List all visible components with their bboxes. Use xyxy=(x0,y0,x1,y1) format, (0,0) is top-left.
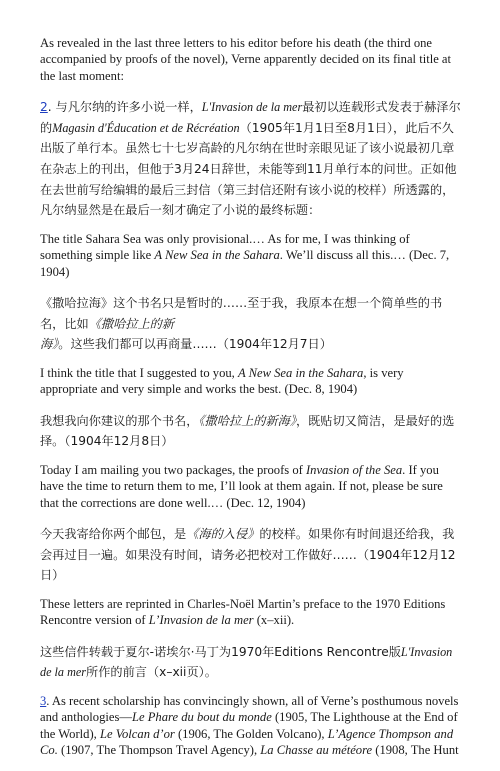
letter-2-en-b: , is very appropriate and very simple and works the best. (Dec. 8, 1904) xyxy=(40,365,404,397)
letter-2-zh-b: ，既贴切又简洁，是最好的选择。（1904年12月8日） xyxy=(40,413,455,449)
letter-2-english xyxy=(40,365,464,398)
letter-3-zh-a: 今天我寄给你两个邮包，是 xyxy=(40,527,187,541)
reprint-en-title: L’Invasion de la mer xyxy=(148,613,254,628)
letter-3-en-b: . If you have the time to return them to me, I’ll look at them again. If not, please be sure that the corrections are done well.… (Dec. 12, 1904) xyxy=(40,462,443,510)
footnote-3-paragraph xyxy=(40,693,464,759)
document-page xyxy=(40,35,464,771)
footnote-2-link[interactable]: 2 xyxy=(40,100,48,115)
footnote-2-title: L'Invasion de la mer xyxy=(201,100,303,115)
letter-1-chinese xyxy=(40,293,464,355)
letter-2-chinese xyxy=(40,411,464,452)
footnote-3-title-3: L’Agence Thompson and Co. xyxy=(40,726,454,757)
footnote-2-magazine: Magasin d'Éducation et de Récréation xyxy=(52,120,240,135)
reprint-zh-a: 这些信件转载于夏尔-诺埃尔·马丁为1970年Editions Rencontre版 xyxy=(40,644,401,659)
letter-3-zh-b: 的校样。如果你有时间退还给我，我会再过目一遍。如果没有时间，请务必把校对工作做好……（1904年12月12日） xyxy=(40,527,456,583)
footnote-2-text-c: （1905年1月1日至8月1日），此后不久出版了单行本。虽然七十七岁高龄的凡尔纳在世时亲眼见证了该小说最初几章在杂志上的刊出，但他于3月24日辞世，未能等到11月单行本的问世。正如他在去世前写给编辑的最后三封信（第三封信还附有该小说的校样）所透露的，凡尔纳显然是在最后一刻才确定了小说的最终标题： xyxy=(40,120,457,218)
letter-2-en-title: A New Sea in the Sahara xyxy=(237,365,364,380)
letter-3-en-a: Today I am mailing you two packages, the proofs of xyxy=(40,462,306,477)
reprint-en-a: These letters are reprinted in Charles-Noël Martin’s preface to the 1970 Editions Rencontre version of xyxy=(40,596,446,628)
letter-1-zh-a: 《撒哈拉海》这个书名只是暂时的……至于我，我原本在想一个简单些的书名，比如 xyxy=(40,296,443,331)
letter-2-zh-title: 《撒哈拉上的新海》 xyxy=(198,413,296,428)
letter-1-zh-title: 《撒哈拉上的新海》 xyxy=(40,316,175,352)
footnote-3-link[interactable]: 3 xyxy=(40,693,47,708)
reprint-en-b: (x–xii). xyxy=(253,613,295,628)
letter-1-en-title: A New Sea in the Sahara xyxy=(154,248,280,263)
letter-1-zh-b: 。这些我们都可以再商量……（1904年12月7日） xyxy=(58,337,332,352)
letter-3-chinese xyxy=(40,524,464,586)
footnote-3-title-2: Le Volcan d’or xyxy=(99,726,175,741)
footnote-2-text-a: . 与凡尔纳的许多小说一样， xyxy=(47,100,202,115)
letter-2-en-a: I think the title that I suggested to you, xyxy=(40,365,238,380)
reprint-note-chinese xyxy=(40,642,464,683)
reprint-zh-title: L'Invasion de la mer xyxy=(40,644,453,680)
letter-3-en-title: Invasion of the Sea xyxy=(305,462,403,477)
footnote-2-text-b: 最初以连载形式发表于赫泽尔的 xyxy=(40,100,461,135)
footnote-3-text-d: (1907, The Thompson Travel Agency), xyxy=(57,743,261,757)
letter-1-en-a: The title Sahara Sea was only provisional.… As for me, I was thinking of something simple like xyxy=(40,231,410,263)
footnote-3-title-4: La Chasse au météore xyxy=(260,743,373,757)
letter-2-zh-a: 我想我向你建议的那个书名， xyxy=(40,413,199,428)
reprint-zh-b: 所作的前言（x–xii页）。 xyxy=(86,665,217,680)
footnote-3-text-c: (1906, The Golden Volcano), xyxy=(174,726,328,741)
footnote-3-text-a: . As recent scholarship has convincingly shown, all of Verne’s posthumous novels and anthologies— xyxy=(40,693,459,725)
letter-1-english xyxy=(40,231,464,280)
footnote-3-text-b: (1905, The Lighthouse at the End of the World), xyxy=(40,710,458,741)
footnote-3-title-1: Le Phare du bout du monde xyxy=(132,710,272,725)
footnote-2-translation xyxy=(40,97,464,221)
footnote-3-text-e: (1908, The Hunt xyxy=(372,743,459,757)
letter-3-zh-title: 《海的入侵》 xyxy=(186,527,260,541)
intro-paragraph: As revealed in the last three letters to his editor before his death (the third one accompanied by proofs of the novel), Verne apparently decided on its final title at the last moment: xyxy=(40,36,452,83)
reprint-note-english xyxy=(40,596,464,629)
letter-3-english xyxy=(40,462,464,511)
letter-1-en-b: . We’ll discuss all this.… (Dec. 7, 1904) xyxy=(40,248,450,279)
